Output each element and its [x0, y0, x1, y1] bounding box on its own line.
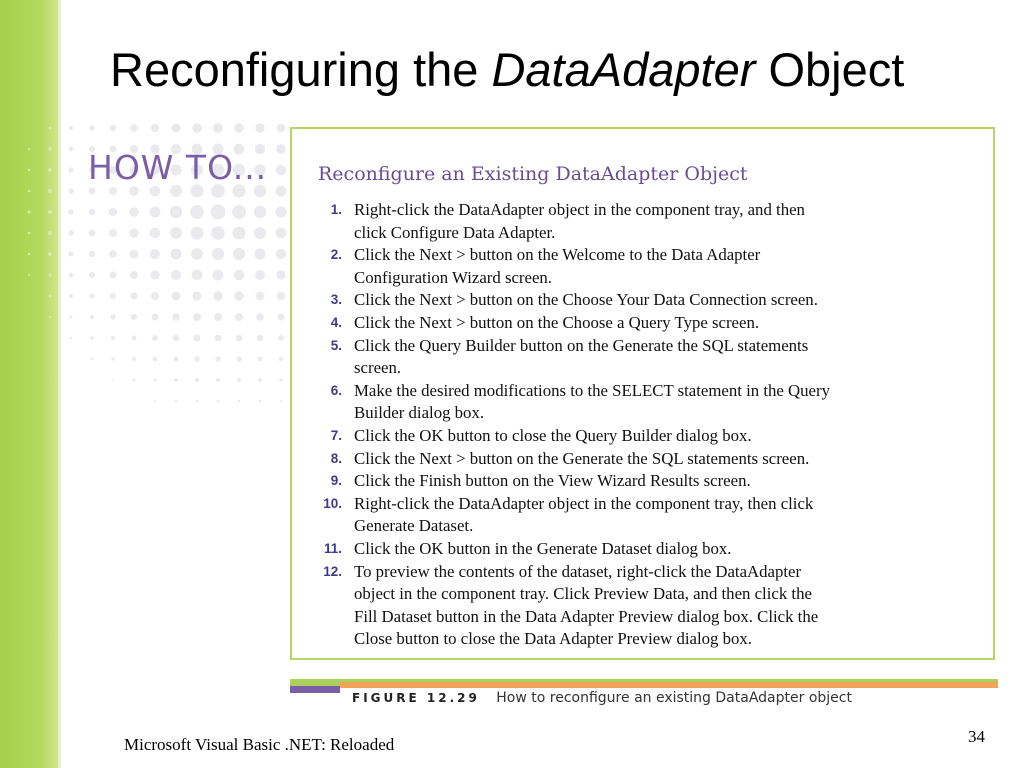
decorative-dot	[172, 292, 181, 301]
decorative-dot	[172, 124, 181, 133]
decorative-dot	[153, 357, 158, 362]
step-text-line: Click the OK button in the Generate Dataset dialog box.	[354, 538, 732, 558]
decorative-dot	[69, 294, 73, 298]
slide-title	[110, 44, 904, 96]
decorative-dot	[28, 211, 31, 214]
caption-stripe-purple	[290, 686, 340, 693]
decorative-dot	[150, 186, 161, 197]
decorative-dot	[279, 378, 282, 381]
decorative-dot	[111, 336, 115, 340]
decorative-dot	[214, 313, 222, 321]
decorative-dot	[28, 190, 31, 193]
decorative-dot	[254, 206, 266, 218]
decorative-dot	[216, 378, 220, 382]
decorative-dot	[211, 226, 225, 240]
step-item	[306, 561, 986, 651]
step-text-line: Right-click the DataAdapter object in the component tray, and then	[354, 200, 805, 219]
steps-list	[306, 199, 986, 651]
decorative-dot	[69, 315, 72, 318]
figure-caption	[352, 690, 852, 706]
decorative-dot	[213, 270, 224, 281]
decorative-dot	[70, 337, 72, 339]
step-text-line: screen.	[354, 358, 402, 378]
decorative-dot	[69, 147, 74, 152]
decorative-dot	[131, 314, 137, 320]
decorative-dot	[68, 209, 73, 214]
step-text-line: object in the component tray. Click Preview Data, and then click the	[354, 584, 812, 604]
decorative-dot	[110, 314, 115, 319]
step-number: 2.	[330, 247, 342, 263]
decorative-dot	[234, 123, 244, 133]
decorative-dot	[28, 148, 30, 150]
decorative-dot	[89, 272, 95, 278]
decorative-dot	[276, 165, 286, 175]
decorative-dot	[172, 313, 180, 321]
step-text-line: Click the Next > button on the Choose Your Data Connection screen.	[354, 290, 818, 310]
decorative-dot	[153, 378, 156, 381]
decorative-dot	[130, 250, 139, 259]
decorative-dot	[171, 270, 181, 280]
decorative-dot	[110, 293, 116, 299]
decorative-dot	[213, 291, 222, 300]
step-item	[306, 448, 986, 471]
decorative-dot	[280, 400, 282, 402]
decorative-dot	[174, 378, 178, 382]
decorative-dot	[110, 272, 117, 279]
slide-title-prefix: Reconfiguring the	[110, 43, 479, 96]
decorative-dot	[89, 251, 95, 257]
step-item	[306, 199, 986, 244]
decorative-dot	[255, 270, 265, 280]
step-number: 12.	[323, 563, 342, 579]
decorative-dot	[28, 232, 31, 235]
step-text-line: To preview the contents of the dataset, right-click the DataAdapter	[354, 561, 802, 581]
decorative-dot	[278, 314, 285, 321]
decorative-dot	[89, 188, 96, 195]
decorative-dot	[194, 335, 201, 342]
decorative-dot	[276, 270, 285, 279]
decorative-dot	[258, 357, 263, 362]
decorative-dot	[193, 313, 201, 321]
decorative-dot	[112, 379, 114, 381]
decorative-dot	[69, 168, 74, 173]
decorative-dot	[110, 125, 116, 131]
panel-heading: Reconfigure an Existing DataAdapter Object	[318, 163, 748, 185]
decorative-dot	[232, 205, 246, 219]
decorative-dot	[256, 292, 265, 301]
decorative-dot	[150, 249, 160, 259]
decorative-dot	[151, 124, 159, 132]
page-number: 34	[968, 727, 985, 746]
step-number: 4.	[330, 314, 342, 330]
decorative-dot	[111, 357, 114, 360]
step-item	[306, 289, 986, 312]
decorative-dot	[154, 400, 156, 402]
decorative-dot	[90, 336, 93, 339]
decorative-dot	[238, 400, 241, 403]
decorative-dot	[28, 253, 30, 255]
slide-title-italic: DataAdapter	[491, 43, 756, 96]
decorative-dot	[276, 144, 285, 153]
decorative-dot	[255, 123, 264, 132]
decorative-dot	[48, 273, 51, 276]
decorative-dot	[130, 271, 138, 279]
howto-panel	[290, 127, 995, 660]
decorative-dot	[170, 206, 182, 218]
decorative-dot	[191, 227, 204, 240]
decorative-dot	[279, 357, 284, 362]
decorative-dot	[213, 123, 223, 133]
step-number: 11.	[323, 540, 342, 556]
decorative-dot	[49, 316, 51, 318]
decorative-dot	[48, 231, 52, 235]
step-text-line: Click the Finish button on the View Wizard Results screen.	[354, 471, 751, 491]
decorative-dot	[132, 336, 137, 341]
decorative-dot	[152, 335, 158, 341]
decorative-dot	[48, 147, 51, 150]
howto-label: HOW TO...	[88, 148, 268, 187]
decorative-dot	[194, 356, 199, 361]
step-item	[306, 244, 986, 289]
decorative-dot	[237, 378, 241, 382]
step-text-line: Click the Next > button on the Welcome to the Data Adapter	[354, 245, 761, 265]
figure-caption-label: FIGURE 12.29	[352, 691, 480, 705]
decorative-dot	[211, 205, 226, 220]
step-text-line: Click the Query Builder button on the Generate the SQL statements	[354, 335, 809, 355]
decorative-dot	[109, 229, 117, 237]
decorative-dot	[234, 291, 243, 300]
decorative-dot	[130, 292, 137, 299]
figure-caption-text: How to reconfigure an existing DataAdapter object	[496, 690, 852, 706]
decorative-dot	[258, 378, 262, 382]
decorative-dot	[68, 188, 73, 193]
step-text-line: Click the Next > button on the Choose a Query Type screen.	[354, 312, 760, 332]
step-item	[306, 380, 986, 425]
decorative-dot	[215, 335, 222, 342]
decorative-dot	[175, 400, 177, 402]
decorative-dot	[257, 335, 263, 341]
step-text-line: click Configure Data Adapter.	[354, 222, 556, 242]
decorative-dot	[151, 292, 159, 300]
step-number: 10.	[323, 495, 342, 511]
decorative-dot	[276, 228, 287, 239]
step-text-line: Fill Dataset button in the Data Adapter Preview dialog box. Click the	[354, 606, 819, 626]
step-number: 3.	[330, 292, 342, 308]
step-item	[306, 493, 986, 538]
decorative-dot	[109, 208, 117, 216]
decorative-dot	[171, 249, 182, 260]
decorative-dot	[276, 207, 287, 218]
decorative-dot	[256, 313, 264, 321]
decorative-dot	[233, 248, 245, 260]
decorative-dot	[152, 314, 159, 321]
decorative-dot	[233, 227, 246, 240]
decorative-dot	[90, 315, 94, 319]
step-text-line: Configuration Wizard screen.	[354, 267, 552, 287]
decorative-dot	[133, 379, 136, 382]
step-text-line: Close button to close the Data Adapter Preview dialog box.	[354, 629, 753, 649]
step-number: 8.	[330, 450, 342, 466]
decorative-dot	[89, 125, 94, 130]
step-text-line: Builder dialog box.	[354, 403, 485, 423]
decorative-dot	[49, 127, 52, 130]
slide-title-suffix: Object	[768, 43, 905, 96]
decorative-dot	[69, 273, 74, 278]
decorative-dot	[212, 248, 224, 260]
decorative-dot	[28, 169, 30, 171]
step-text-line: Right-click the DataAdapter object in the component tray, then click	[354, 493, 814, 513]
decorative-dot	[49, 295, 52, 298]
decorative-dot	[259, 400, 261, 402]
step-item	[306, 312, 986, 335]
decorative-dot	[129, 228, 138, 237]
decorative-dot	[150, 207, 161, 218]
decorative-dot	[132, 357, 136, 361]
step-number: 9.	[330, 473, 342, 489]
step-text-line: Make the desired modifications to the SELECT statement in the Query	[354, 380, 830, 400]
decorative-dot	[195, 378, 199, 382]
decorative-dot	[69, 252, 74, 257]
decorative-dot	[109, 250, 117, 258]
decorative-dot	[254, 227, 266, 239]
decorative-dot	[236, 335, 243, 342]
caption-stripe-orange	[340, 682, 998, 688]
decorative-dot	[192, 291, 201, 300]
decorative-dot	[129, 186, 138, 195]
decorative-dot	[90, 294, 95, 299]
decorative-dot	[277, 124, 285, 132]
decorative-dot	[48, 189, 52, 193]
decorative-dot	[28, 274, 30, 276]
decorative-dot	[130, 124, 137, 131]
decorative-dot	[129, 207, 138, 216]
step-text-line: Click the OK button to close the Query Builder dialog box.	[354, 425, 752, 445]
step-number: 5.	[330, 337, 342, 353]
decorative-dot	[173, 335, 179, 341]
decorative-dot	[276, 186, 287, 197]
step-number: 6.	[330, 382, 342, 398]
decorative-dot	[91, 358, 93, 360]
decorative-dot	[276, 249, 286, 259]
decorative-dot	[278, 335, 284, 341]
step-item	[306, 538, 986, 561]
decorative-dot	[69, 126, 73, 130]
decorative-dot	[48, 168, 52, 172]
decorative-dot	[190, 205, 204, 219]
decorative-dot	[235, 313, 243, 321]
decorative-dot	[174, 357, 179, 362]
decorative-dot	[48, 252, 52, 256]
decorative-dot	[196, 400, 199, 403]
decorative-dot	[192, 123, 202, 133]
decorative-dot	[277, 292, 285, 300]
decorative-dot	[215, 356, 220, 361]
decorative-dot	[234, 270, 245, 281]
decorative-dot	[89, 209, 96, 216]
decorative-dot	[254, 248, 265, 259]
step-item	[306, 425, 986, 448]
step-number: 1.	[330, 202, 342, 217]
decorative-dot	[48, 210, 52, 214]
decorative-dot	[170, 227, 182, 239]
decorative-dot	[151, 271, 160, 280]
step-item	[306, 470, 986, 493]
decorative-dot	[236, 356, 241, 361]
decorative-dot	[68, 230, 73, 235]
decorative-dot	[192, 270, 203, 281]
decorative-dot	[150, 228, 161, 239]
step-text-line: Click the Next > button on the Generate the SQL statements screen.	[354, 448, 810, 468]
decorative-dot	[217, 400, 220, 403]
step-number: 7.	[330, 427, 342, 443]
slide-footer: Microsoft Visual Basic .NET: Reloaded	[124, 735, 395, 754]
decorative-dot	[89, 230, 96, 237]
decorative-dot	[109, 187, 117, 195]
step-item	[306, 335, 986, 380]
step-text-line: Generate Dataset.	[354, 516, 474, 536]
decorative-dot	[191, 248, 203, 260]
